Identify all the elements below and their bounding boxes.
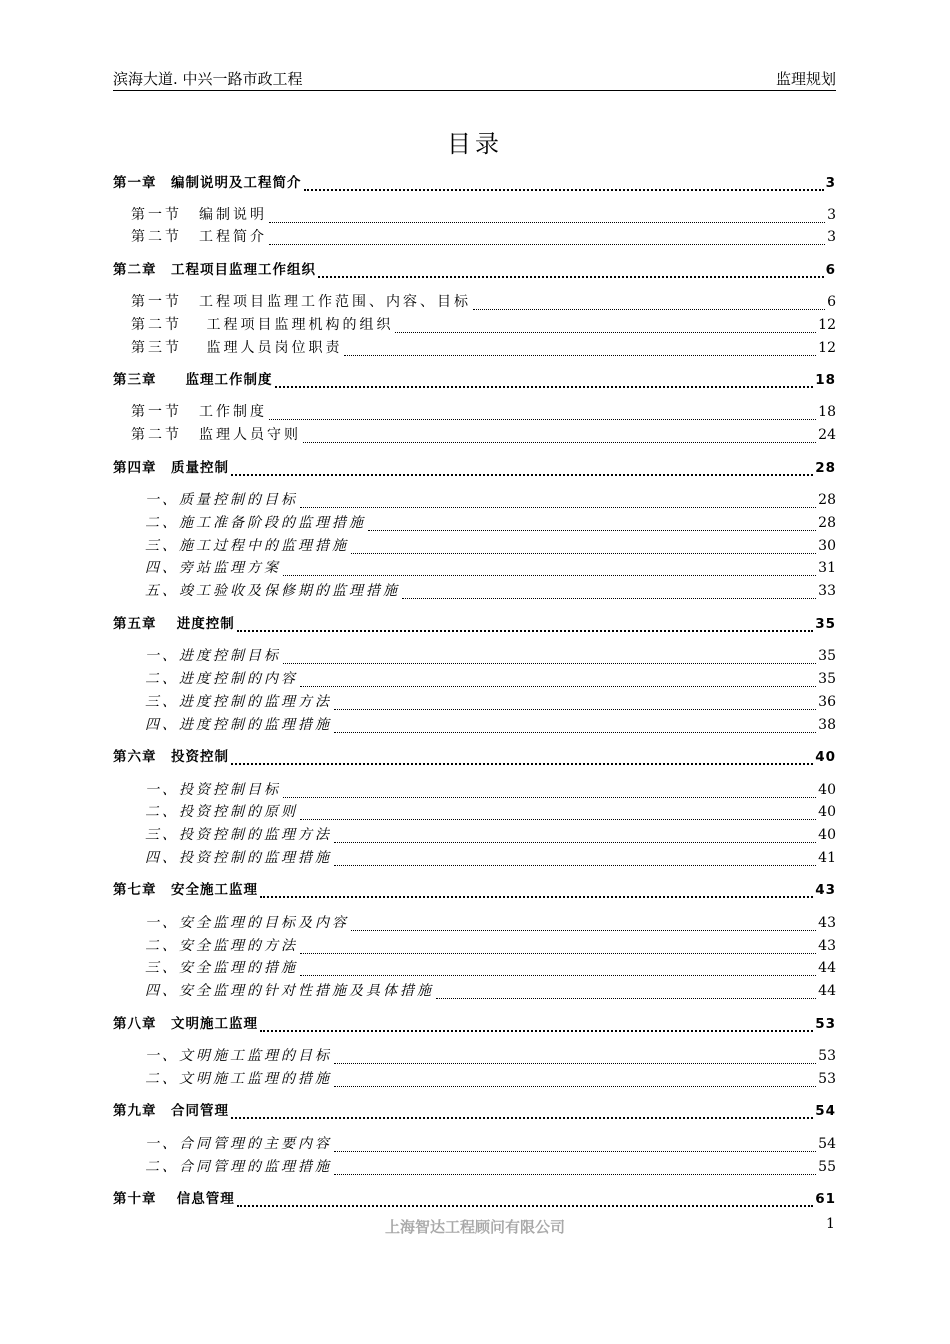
toc-chapter-entry[interactable] (113, 880, 836, 900)
toc-chapter-entry[interactable] (113, 614, 836, 634)
toc-leader-dots (283, 651, 816, 664)
toc-section-entry[interactable] (131, 315, 836, 335)
toc-entry-label: 第十章 信息管理 (113, 1191, 235, 1207)
toc-chapter-entry[interactable] (113, 370, 836, 390)
toc-entry-page: 43 (818, 915, 836, 931)
toc-leader-dots (283, 785, 816, 798)
toc-item-entry[interactable] (145, 1157, 836, 1177)
toc-entry-page: 35 (815, 616, 836, 632)
toc-entry-label: 第六章 投资控制 (113, 749, 229, 765)
toc-entry-page: 28 (818, 515, 836, 531)
toc-entry-page: 55 (818, 1159, 836, 1175)
toc-entry-label: 二、文明施工监理的措施 (145, 1071, 332, 1087)
toc-entry-page: 12 (818, 340, 836, 356)
toc-entry-label: 第二节 工程简介 (131, 229, 267, 245)
page-header (113, 66, 836, 91)
toc-entry-page: 41 (818, 850, 836, 866)
toc-leader-dots (402, 586, 816, 599)
toc-item-entry[interactable] (145, 1134, 836, 1154)
toc-title: 目录 (447, 130, 503, 158)
toc-entry-page: 61 (815, 1191, 836, 1207)
toc-entry-label: 一、合同管理的主要内容 (145, 1136, 332, 1152)
toc-entry-page: 18 (815, 372, 836, 388)
toc-leader-dots (300, 495, 816, 508)
toc-leader-dots (344, 343, 816, 356)
toc-chapter-entry[interactable] (113, 1014, 836, 1034)
toc-leader-dots (269, 232, 825, 245)
toc-entry-label: 四、进度控制的监理措施 (145, 717, 332, 733)
toc-entry-page: 6 (825, 262, 836, 278)
toc-entry-label: 四、旁站监理方案 (145, 560, 281, 576)
toc-entry-page: 43 (818, 938, 836, 954)
toc-item-entry[interactable] (145, 936, 836, 956)
toc-leader-dots (351, 541, 816, 554)
toc-entry-label: 第三节 监理人员岗位职责 (131, 340, 343, 356)
toc-leader-dots (334, 1162, 816, 1175)
toc-leader-dots (334, 830, 816, 843)
toc-chapter-entry[interactable] (113, 1189, 836, 1209)
toc-entry-label: 三、进度控制的监理方法 (145, 694, 332, 710)
toc-leader-dots (283, 563, 816, 576)
toc-entry-label: 第八章 文明施工监理 (113, 1016, 258, 1032)
toc-chapter-entry[interactable] (113, 747, 836, 767)
toc-leader-dots (334, 1074, 816, 1087)
toc-section-entry[interactable] (131, 338, 836, 358)
toc-entry-page: 36 (818, 694, 836, 710)
toc-leader-dots (275, 374, 814, 388)
toc-leader-dots (334, 853, 816, 866)
toc-entry-label: 二、合同管理的监理措施 (145, 1159, 332, 1175)
toc-leader-dots (395, 320, 816, 333)
toc-entry-page: 54 (815, 1103, 836, 1119)
toc-item-entry[interactable] (145, 692, 836, 712)
toc-leader-dots (269, 210, 825, 223)
toc-entry-page: 28 (818, 492, 836, 508)
toc-leader-dots (368, 518, 816, 531)
toc-leader-dots (351, 918, 816, 931)
toc-item-entry[interactable] (145, 581, 836, 601)
toc-entry-label: 一、文明施工监理的目标 (145, 1048, 332, 1064)
toc-entry-page: 3 (827, 207, 836, 223)
page-number: 1 (826, 1216, 835, 1232)
toc-item-entry[interactable] (145, 536, 836, 556)
toc-entry-page: 40 (815, 749, 836, 765)
toc-section-entry[interactable] (131, 227, 836, 247)
toc-entry-label: 第七章 安全施工监理 (113, 882, 258, 898)
toc-section-entry[interactable] (131, 205, 836, 225)
toc-entry-label: 三、施工过程中的监理措施 (145, 538, 349, 554)
toc-leader-dots (300, 963, 816, 976)
toc-entry-label: 二、安全监理的方法 (145, 938, 298, 954)
toc-leader-dots (300, 674, 816, 687)
toc-entry-page: 53 (815, 1016, 836, 1032)
header-document-type: 监理规划 (775, 70, 836, 88)
toc-entry-page: 24 (818, 427, 836, 443)
toc-chapter-entry[interactable] (113, 173, 836, 193)
toc-entry-page: 38 (818, 717, 836, 733)
toc-leader-dots (334, 697, 816, 710)
toc-entry-label: 一、质量控制的目标 (145, 492, 298, 508)
toc-entry-page: 33 (818, 583, 836, 599)
toc-item-entry[interactable] (145, 558, 836, 578)
toc-entry-label: 一、投资控制目标 (145, 782, 281, 798)
toc-entry-label: 一、进度控制目标 (145, 648, 281, 664)
toc-entry-page: 31 (818, 560, 836, 576)
footer-company: 上海智达工程顾问有限公司 (384, 1218, 565, 1236)
toc-item-entry[interactable] (145, 913, 836, 933)
toc-entry-page: 28 (815, 460, 836, 476)
toc-leader-dots (260, 1018, 813, 1032)
toc-entry-page: 3 (825, 175, 836, 191)
toc-entry-label: 第一节 编制说明 (131, 207, 267, 223)
toc-entry-label: 第一章 编制说明及工程简介 (113, 175, 302, 191)
toc-entry-label: 第一节 工作制度 (131, 404, 267, 420)
toc-leader-dots (260, 884, 813, 898)
toc-entry-label: 三、安全监理的措施 (145, 960, 298, 976)
toc-entry-label: 二、进度控制的内容 (145, 671, 298, 687)
toc-entry-page: 35 (818, 648, 836, 664)
toc-entry-page: 40 (818, 804, 836, 820)
toc-entry-page: 43 (815, 882, 836, 898)
toc-item-entry[interactable] (145, 802, 836, 822)
toc-entry-label: 四、投资控制的监理措施 (145, 850, 332, 866)
toc-leader-dots (237, 618, 814, 632)
toc-item-entry[interactable] (145, 646, 836, 666)
toc-entry-label: 三、投资控制的监理方法 (145, 827, 332, 843)
toc-item-entry[interactable] (145, 490, 836, 510)
toc-item-entry[interactable] (145, 513, 836, 533)
toc-entry-page: 54 (818, 1136, 836, 1152)
toc-entry-page: 6 (827, 294, 836, 310)
toc-entry-label: 第四章 质量控制 (113, 460, 229, 476)
toc-entry-label: 二、投资控制的原则 (145, 804, 298, 820)
toc-entry-page: 44 (818, 960, 836, 976)
toc-item-entry[interactable] (145, 848, 836, 868)
toc-leader-dots (269, 407, 816, 420)
toc-section-entry[interactable] (131, 425, 836, 445)
toc-entry-label: 二、施工准备阶段的监理措施 (145, 515, 366, 531)
toc-section-entry[interactable] (131, 402, 836, 422)
toc-leader-dots (231, 462, 813, 476)
toc-entry-page: 12 (818, 317, 836, 333)
toc-item-entry[interactable] (145, 958, 836, 978)
toc-entry-page: 53 (818, 1071, 836, 1087)
toc-leader-dots (436, 986, 816, 999)
toc-entry-page: 35 (818, 671, 836, 687)
toc-leader-dots (334, 720, 816, 733)
toc-leader-dots (473, 297, 825, 310)
toc-item-entry[interactable] (145, 1046, 836, 1066)
toc-item-entry[interactable] (145, 715, 836, 735)
toc-entry-label: 第三章 监理工作制度 (113, 372, 273, 388)
toc-entry-page: 40 (818, 827, 836, 843)
toc-entry-page: 53 (818, 1048, 836, 1064)
toc-leader-dots (304, 177, 824, 191)
toc-entry-label: 第二节 监理人员守则 (131, 427, 301, 443)
toc-entry-label: 五、竣工验收及保修期的监理措施 (145, 583, 400, 599)
toc-entry-label: 一、安全监理的目标及内容 (145, 915, 349, 931)
toc-entry-page: 30 (818, 538, 836, 554)
toc-chapter-entry[interactable] (113, 260, 836, 280)
toc-leader-dots (318, 264, 824, 278)
toc-item-entry[interactable] (145, 780, 836, 800)
toc-leader-dots (334, 1139, 816, 1152)
toc-leader-dots (231, 751, 813, 765)
header-project-name: 滨海大道. 中兴一路市政工程 (113, 70, 303, 88)
toc-leader-dots (237, 1193, 814, 1207)
toc-entry-label: 第二章 工程项目监理工作组织 (113, 262, 316, 278)
toc-chapter-entry[interactable] (113, 1101, 836, 1121)
toc-entry-page: 44 (818, 983, 836, 999)
toc-leader-dots (303, 430, 816, 443)
toc-leader-dots (300, 807, 816, 820)
toc-entry-label: 四、安全监理的针对性措施及具体措施 (145, 983, 434, 999)
toc-entry-label: 第五章 进度控制 (113, 616, 235, 632)
toc-leader-dots (300, 941, 816, 954)
toc-leader-dots (231, 1105, 813, 1119)
toc-entry-page: 40 (818, 782, 836, 798)
toc-item-entry[interactable] (145, 825, 836, 845)
toc-item-entry[interactable] (145, 669, 836, 689)
toc-section-entry[interactable] (131, 292, 836, 312)
toc-chapter-entry[interactable] (113, 458, 836, 478)
toc-entry-page: 18 (818, 404, 836, 420)
toc-item-entry[interactable] (145, 981, 836, 1001)
toc-entry-label: 第一节 工程项目监理工作范围、内容、目标 (131, 294, 471, 310)
toc-entry-label: 第九章 合同管理 (113, 1103, 229, 1119)
toc-entry-label: 第二节 工程项目监理机构的组织 (131, 317, 394, 333)
toc-item-entry[interactable] (145, 1069, 836, 1089)
toc-leader-dots (334, 1051, 816, 1064)
toc-entry-page: 3 (827, 229, 836, 245)
